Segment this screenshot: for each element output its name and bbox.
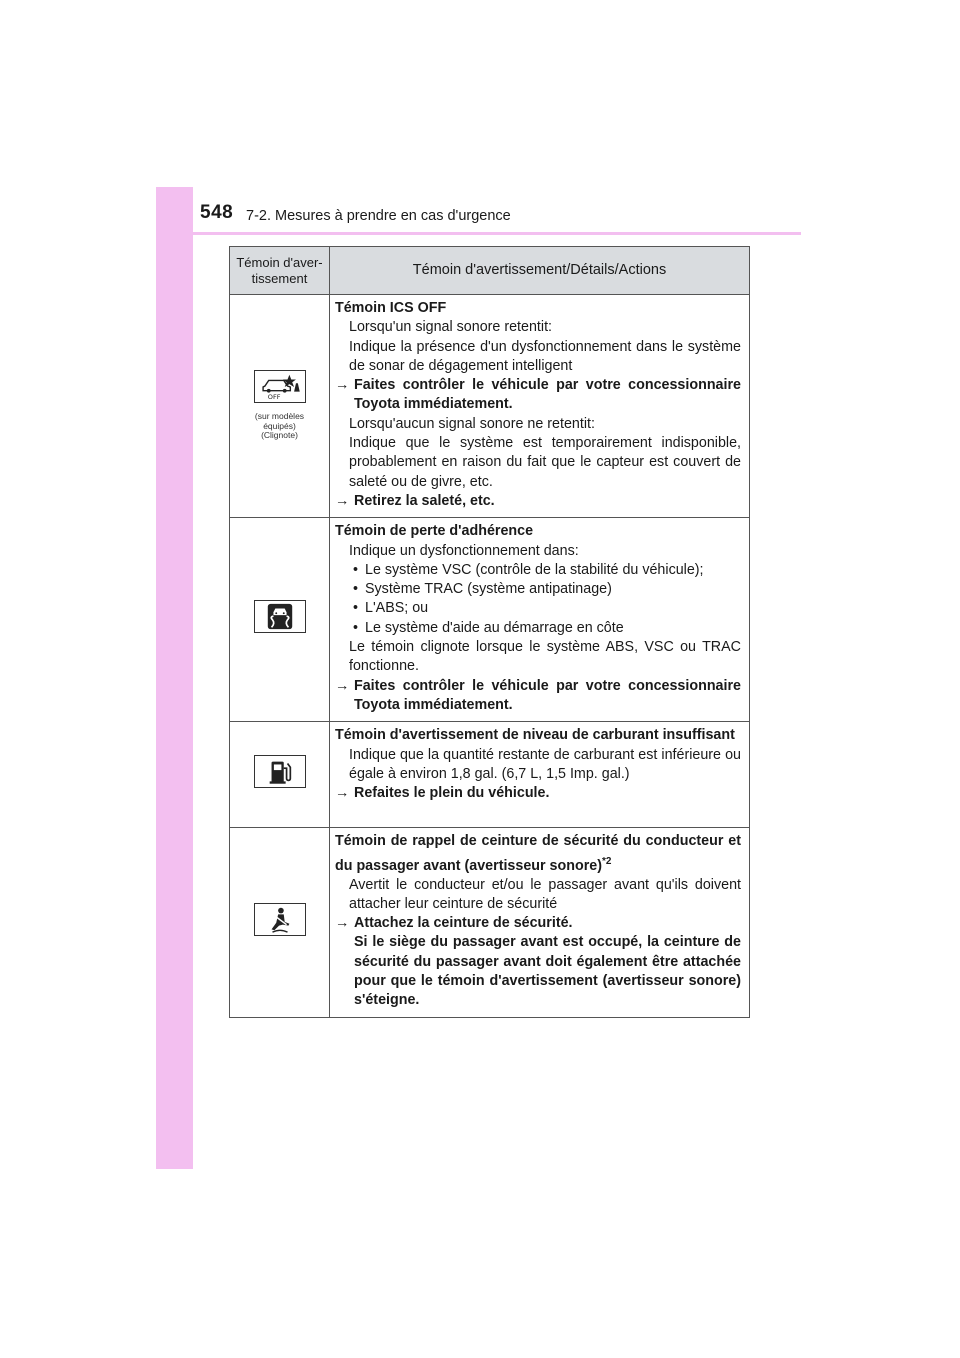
- table-row: [230, 828, 750, 1017]
- details-cell: [330, 722, 750, 828]
- action-line: [335, 914, 741, 933]
- action-text: Faites contrôler le véhicule par votre concessionnaire Toyota immédiatement.: [354, 677, 741, 713]
- svg-text:OFF: OFF: [267, 392, 281, 401]
- page-number: 548: [200, 202, 234, 223]
- action-line: [335, 784, 741, 803]
- action-note: Si le siège du passager avant est occupé, la ceinture de sécurité du passager avant doit également être attachée pour que le témoin d'avertissement (avertisseur sonore) s'éteigne.: [354, 934, 741, 1009]
- details-cell: [330, 828, 750, 1017]
- bullet-item: • L'ABS; ou: [353, 600, 429, 617]
- icon-cell: [230, 828, 330, 1017]
- description-text: Indique que le système est temporairement indisponible, probablement en raison du fait que le capteur est couvert de saleté ou de givre, etc.: [349, 435, 741, 490]
- action-text: Attachez la ceinture de sécurité.: [354, 915, 573, 932]
- table-header-row: [230, 247, 750, 295]
- column-header-lamp: [230, 247, 330, 295]
- table-row: [230, 295, 750, 518]
- action-line: [335, 492, 741, 511]
- warning-title: Témoin de perte d'adhérence: [335, 523, 534, 540]
- fuel-pump-icon: [254, 755, 306, 788]
- action-text: Faites contrôler le véhicule par votre concessionnaire Toyota immédiatement.: [354, 377, 741, 413]
- description-text: Avertit le conducteur et/ou le passager avant qu'ils doivent attacher leur ceinture de sécurité: [349, 876, 741, 912]
- arrow-icon: →: [335, 915, 350, 932]
- action-line: [335, 677, 741, 716]
- details-cell: [330, 295, 750, 518]
- bullet-item: • Système TRAC (système antipatinage): [353, 581, 612, 598]
- warning-title: Témoin d'avertissement de niveau de carburant insuffisant: [335, 727, 735, 744]
- description-text: Indique la présence d'un dysfonctionnement dans le système de sonar de dégagement intelligent: [349, 338, 741, 374]
- table-row: [230, 722, 750, 828]
- condition-text: Lorsqu'un signal sonore retentit:: [349, 319, 553, 336]
- ics-off-icon-box: [254, 370, 306, 403]
- arrow-icon: →: [335, 677, 350, 694]
- intro-text: Indique un dysfonctionnement dans:: [349, 542, 579, 559]
- arrow-icon: →: [335, 377, 350, 394]
- details-cell: [330, 518, 750, 722]
- ics-off-icon: [230, 370, 329, 441]
- warning-lights-table: [229, 246, 750, 1018]
- table-row: [230, 518, 750, 722]
- note-text: Le témoin clignote lorsque le système ABS, VSC ou TRAC fonctionne.: [349, 639, 741, 675]
- icon-cell: [230, 518, 330, 722]
- footnote-marker: *2: [601, 855, 612, 867]
- seatbelt-reminder-icon: [254, 903, 306, 936]
- warning-title: Témoin de rappel de ceinture de sécurité du conducteur et du passager avant (avertisseur sonore)$^{*2}$: [335, 833, 741, 874]
- icon-cell: [230, 295, 330, 518]
- icon-cell: [230, 722, 330, 828]
- slip-indicator-icon: [254, 600, 306, 633]
- column-header-details: Témoin d'avertissement/Détails/Actions: [330, 247, 750, 295]
- bullet-item: • Le système d'aide au démarrage en côte: [353, 619, 624, 636]
- action-text: Refaites le plein du véhicule.: [354, 785, 550, 802]
- icon-caption: (sur modèles équipés) (Clignote): [254, 411, 305, 441]
- column-header-lamp-line1: Témoin d'aver-: [236, 254, 323, 270]
- condition-text: Lorsqu'aucun signal sonore ne retentit:: [349, 415, 595, 432]
- header-rule: [156, 232, 801, 235]
- action-line: [335, 376, 741, 415]
- action-text: Retirez la saleté, etc.: [354, 492, 495, 509]
- chapter-tab-band: [156, 187, 193, 1169]
- warning-title: Témoin ICS OFF: [335, 300, 447, 316]
- arrow-icon: →: [335, 492, 350, 509]
- column-header-lamp-line2: tissement: [251, 270, 308, 286]
- bullet-item: • Le système VSC (contrôle de la stabilité du véhicule);: [353, 561, 704, 578]
- arrow-icon: →: [335, 785, 350, 802]
- description-text: Indique que la quantité restante de carburant est inférieure ou égale à environ 1,8 gal. (6,7 L, 1,5 Imp. gal.): [349, 746, 741, 782]
- section-title: 7-2. Mesures à prendre en cas d'urgence: [246, 208, 511, 224]
